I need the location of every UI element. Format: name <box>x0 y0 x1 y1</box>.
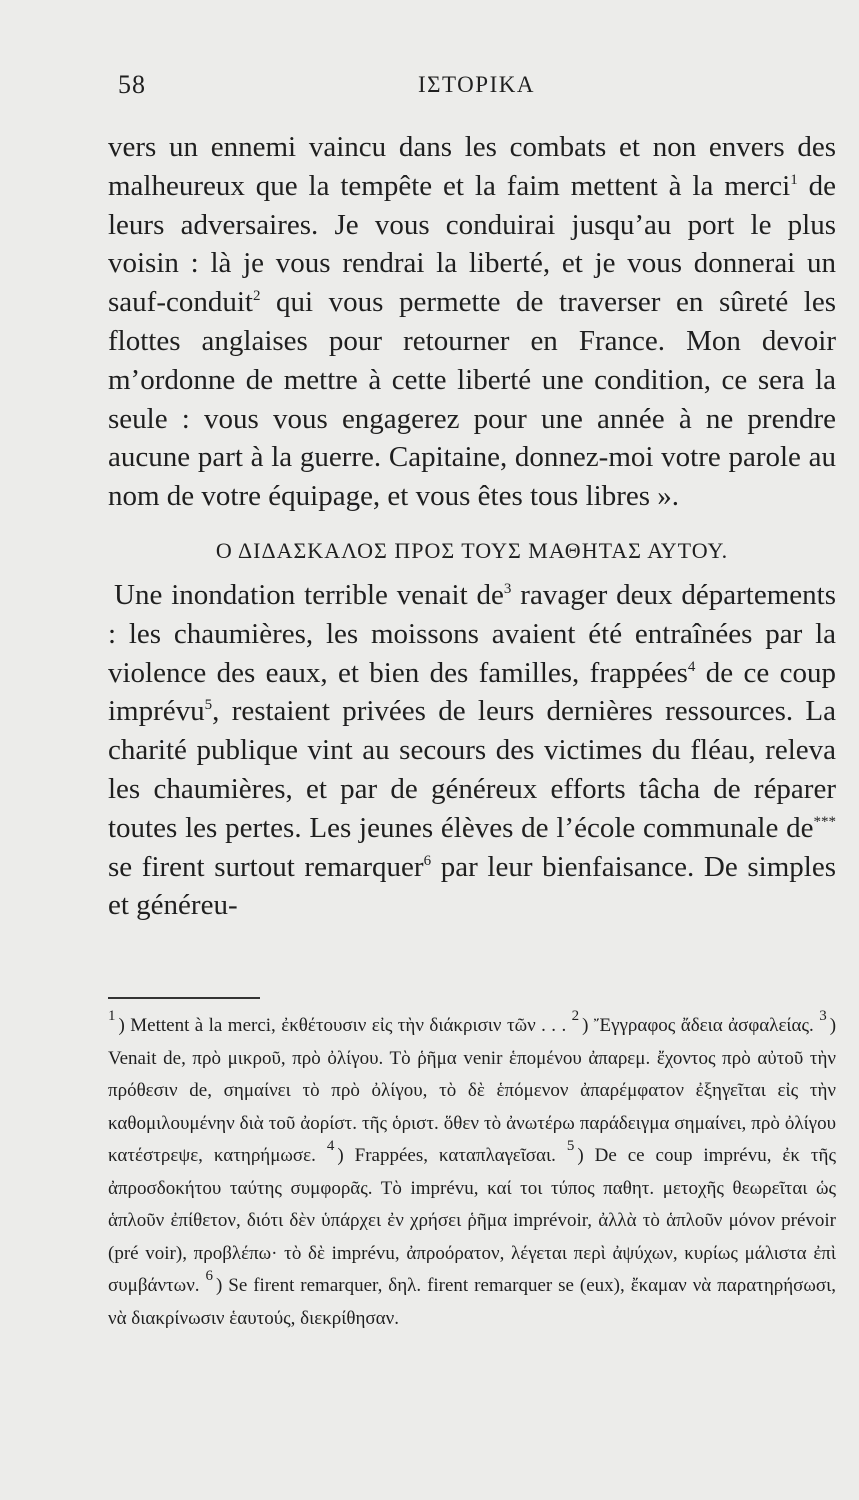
footnote-text: Frappées, καταπλαγεῖσαι. <box>354 1145 556 1166</box>
footnote-block: $^1$ ) Mettent à la merci, ἐκθέτουσιν εἰς τὴν διάκρισιν τῶν . . . $^2$ ) Ἔγγραφος ἄδεια ἀσφαλείας. $^3$ ) Venait de, πρὸ μικροῦ, πρὸ ὀλίγου. Τὸ ῥῆμα venir ἑπομένου ἀπαρεμ. ἔχοντος πρὸ αὐτοῦ τὴν πρόθεσιν de, σημαίνει τὸ πρὸ ὀλίγου, τὸ δὲ ἑπόμενον ἀπαρέμφατον ἐξηγεῖται εἰς τὴν καθομιλουμένην διὰ τοῦ ἀορίστ. τῆς ὁριστ. ὅθεν τὸ ἀνωτέρω παράδειγμα σημαίνει, πρὸ ὀλίγου κατέστρεψε, κατηρήμωσε. $^4$ ) Frappées, καταπλαγεῖσαι. $^5$ ) De ce coup imprévu, ἐκ τῆς ἀπροσδοκήτου ταύτης συμφορᾶς. Τὸ imprévu, καί τοι τύπος παθητ. μετοχῆς θεωρεῖται ὡς ἁπλοῦν ἐπίθετον, διότι δὲν ὑπάρχει ἐν χρήσει ῥῆμα imprévoir, ἀλλὰ τὸ ἁπλοῦν μόνον prévoir (pré voir), προβλέπω· τὸ δὲ imprévu, ἀπροόρατον, λέγεται περὶ ἀψύχων, κυρίως μάλιστα ἐπὶ συμβάντων. $^6$ ) Se firent remarquer, δηλ. firent remarquer se (eux), ἔκαμαν νὰ παρατηρήσωσι, νὰ διακρίνωσιν ἑαυτούς, διεκρίθησαν. <box>108 1008 837 1329</box>
page-header <box>118 70 838 110</box>
main-text <box>108 128 836 925</box>
paragraph-2: Une inondation terrible venait $de^3$ ravager deux départements : les chaumières, les moissons avaient été entraînées par la violence des eaux, et bien des familles, frappées$^4$ de ce coup imprévu$^5$, restaient privées de leurs dernières ressources. La charité publique vint au secours des victimes du fléau, releva les chaumières, et par de généreux efforts tâcha de réparer toutes les pertes. Les jeunes élèves de l’école communale de*** se firent surtout remarquer$^6$ par leur bienfaisance. De simples et généreu- <box>108 578 836 922</box>
footnote-text: Mettent à la merci, ἐκθέτουσιν εἰς τὴν διάκρισιν τῶν . . . <box>130 1015 567 1036</box>
footnote-text: Se firent remarquer, δηλ. firent remarquer se (eux), ἔκαμαν νὰ παρατηρήσωσι, νὰ διακρίνωσιν ἑαυτούς, διεκρίθησαν. <box>108 1275 837 1329</box>
footnote-ref: 6 <box>423 852 432 869</box>
asterisks: *** <box>813 813 836 830</box>
footnote-ref: 4 <box>687 658 696 675</box>
footnote-text: Ἔγγραφος ἄδεια ἀσφαλείας. <box>593 1015 814 1036</box>
section-title: Ο ΔΙΔΑΣΚΑΛΟΣ ΠΡΟΣ ΤΟΥΣ ΜΑΘΗΤΑΣ ΑΥΤΟΥ. <box>215 537 729 563</box>
footnotes <box>108 1010 836 1335</box>
footnote-number: 3 <box>819 1008 827 1024</box>
footnote-divider <box>108 997 260 999</box>
footnote-ref: 1 <box>790 171 798 188</box>
footnote-ref: 5 <box>204 697 213 714</box>
footnote-number: 4 <box>326 1138 335 1154</box>
footnote-number: 2 <box>571 1008 580 1024</box>
footnote-number: 6 <box>205 1268 213 1284</box>
paragraph-1: vers un ennemi vaincu dans les combats et non envers des malheureux que la tempête et la faim mettent à la merci$^1$ de leurs adversaires. Je vous conduirai jusqu’au port le plus voisin : là je vous rendrai la liberté, et je vous donnerai un sauf-conduit$^2$ qui vous permette de traverser en sûreté les flottes anglaises pour retourner en France. Mon devoir m’ordonne de mettre à cette liberté une condition, ce sera la seule : vous vous engagerez pour une année à ne prendre aucune part à la guerre. Capitaine, donnez-moi votre parole au nom de votre équipage, et vous êtes tous libres ». <box>108 131 837 513</box>
footnote-ref: 3 <box>503 580 512 597</box>
footnote-ref: 2 <box>252 288 261 305</box>
running-title: ΙΣΤΟΡΙΚΑ <box>418 72 535 97</box>
page-number: 58 <box>118 70 146 99</box>
footnote-number: 1 <box>108 1008 116 1024</box>
footnote-number: 5 <box>566 1138 575 1154</box>
footnote-text: Venait de, πρὸ μικροῦ, πρὸ ὀλίγου. Τὸ ῥῆμα venir ἑπομένου ἀπαρεμ. ἔχοντος πρὸ αὐτοῦ τὴν πρόθεσιν de, σημαίνει τὸ πρὸ ὀλίγου, τὸ δὲ ἑπόμενον ἀπαρέμφατον ἐξηγεῖται εἰς τὴν καθομιλουμένην διὰ τοῦ ἀορίστ. τῆς ὁριστ. ὅθεν τὸ ἀνωτέρω παράδειγμα σημαίνει, πρὸ ὀλίγου κατέστρεψε, κατηρήμωσε. <box>108 1047 836 1166</box>
footnote-text: De ce coup imprévu, ἐκ τῆς ἀπροσδοκήτου ταύτης συμφορᾶς. Τὸ imprévu, καί τοι τύπος παθητ. μετοχῆς θεωρεῖται ὡς ἁπλοῦν ἐπίθετον, διότι δὲν ὑπάρχει ἐν χρήσει ῥῆμα imprévoir, ἀλλὰ τὸ ἁπλοῦν μόνον prévoir (pré voir), προβλέπω· τὸ δὲ imprévu, ἀπροόρατον, λέγεται περὶ ἀψύχων, κυρίως μάλιστα ἐπὶ συμβάντων. <box>108 1145 837 1296</box>
